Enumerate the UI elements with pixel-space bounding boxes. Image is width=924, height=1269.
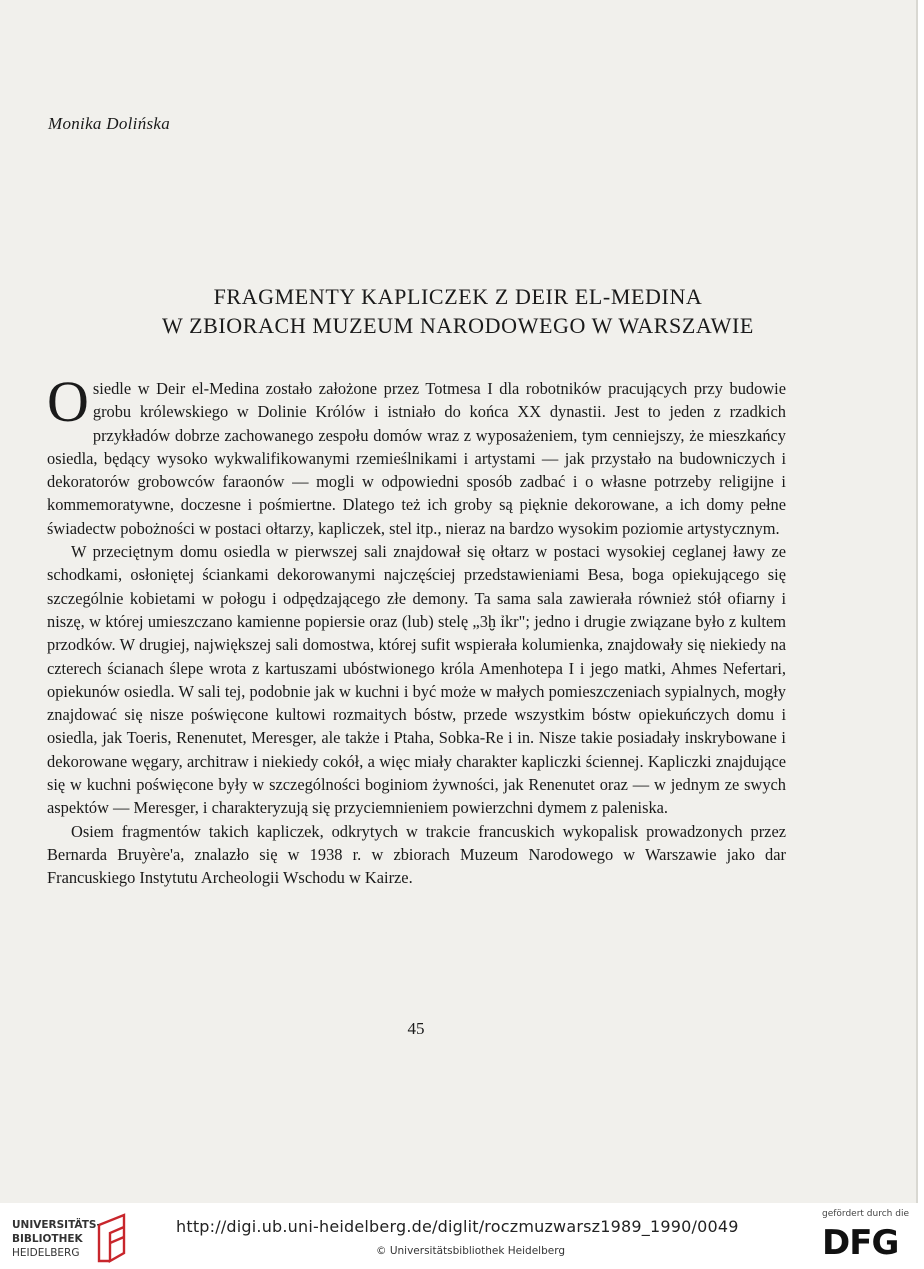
paragraph-1 (47, 369, 786, 540)
dfg-logo[interactable] (818, 1209, 918, 1265)
library-emblem-icon (96, 1213, 130, 1263)
library-name-line1: UNIVERSITÄTS- (12, 1219, 101, 1231)
author-name: Monika Dolińska (48, 114, 171, 133)
title-line-1: FRAGMENTY KAPLICZEK Z DEIR EL-MEDINA (213, 284, 703, 309)
paragraph-3: Osiem fragmentów takich kapliczek, odkrytych w trakcie francuskich wykopalisk prowadzonych przez Bernarda Bruyère'a, znalazło się w 1938 r. w zbiorach Muzeum Narodowego w Warszawie jako dar Francuskiego Instytutu Archeologii Wschodu w Kairze. (47, 821, 786, 888)
paragraph-2: W przeciętnym domu osiedla w pierwszej sali znajdował się ołtarz w postaci wysokiej ceglanej ławy ze schodkami, osłoniętej ściankami dekorowanymi najczęściej przedstawieniami Besa, boga opiekującego się szczególnie kobietami w połogu i odpędzającego złe demony. Ta sama sala zawierała również stół ofiarny i niszę, w której umieszczano kamienne popiersie oraz (lub) stelę „3ḫ ỉkr"; jedno i drugie związane było z kultem przodków. W drugiej, największej sali domostwa, której sufit wspierała kolumienka, znajdowały się niekiedy na czterech ścianach ślepe wrota z kartuszami ubóstwionego króla Amenhotepa I i jego matki, Ahmes Nefertari, opiekunów osiedla. W sali tej, podobnie jak w kuchni i być może w małych pomieszczeniach sypialnych, mogły znajdować się nisze poświęcone kultowi rozmaitych bóstw, przede wszystkim bóstw opiekuńczych domu i osiedla, jak Toeris, Renenutet, Meresger, ale także i Ptaha, Sobka-Re i in. Nisze takie posiadały inskrybowane i dekorowane węgary, architraw i niekiedy cokół, a więc miały charakter kapliczki ściennej. Kapliczki znajdujące się w kuchni poświęcone były w szczególności boginiom żywności, jak Renenutet oraz — w jednym ze swych aspektów — Meresger, i charakteryzują się przyciemnieniem powierzchni dymem z paleniska. (47, 542, 786, 818)
dfg-mark: DFG (822, 1223, 899, 1263)
title-line-2: W ZBIORACH MUZEUM NARODOWEGO W WARSZAWIE (162, 313, 754, 338)
drop-cap: O (47, 369, 89, 434)
footer-bar (0, 1203, 924, 1269)
page-number: 45 (407, 1019, 425, 1038)
funded-by-label: gefördert durch die (822, 1209, 909, 1219)
paragraph-1-text: siedle w Deir el-Medina zostało założone przez Totmesa I dla robotników pracujących przy budowie grobu królewskiego w Dolinie Królów i istniało do końca XX dynastii. Jest to jeden z rzadkich przykładów dobrze zachowanego zespołu domów wraz z wyposażeniem, tym cenniejszy, że mieszkańcy osiedla, będący wysoko wykwalifikowanymi rzemieślnikami i artystami — jak przystało na budowniczych i dekoratorów grobowców faraonów — mogli w odpowiedni sposób zadbać i o własne potrzeby religijne i kommemoratywne, doczesne i pośmiertne. Dlatego też ich groby są pięknie dekorowane, a ich domy pełne świadectw pobożności w postaci ołtarzy, kapliczek, stel itp., nieraz na bardzo wysokim poziomie artystycznym. (47, 379, 786, 538)
article-body (47, 369, 786, 890)
source-url-link[interactable]: http://digi.ub.uni-heidelberg.de/diglit/roczmuzwarsz1989_1990/0049 (176, 1217, 739, 1236)
library-name-line3: HEIDELBERG (12, 1247, 80, 1259)
library-name-line2: BIBLIOTHEK (12, 1233, 83, 1245)
article-title (40, 282, 876, 340)
copyright-notice: © Universitätsbibliothek Heidelberg (376, 1245, 566, 1257)
library-logo[interactable] (12, 1219, 132, 1263)
